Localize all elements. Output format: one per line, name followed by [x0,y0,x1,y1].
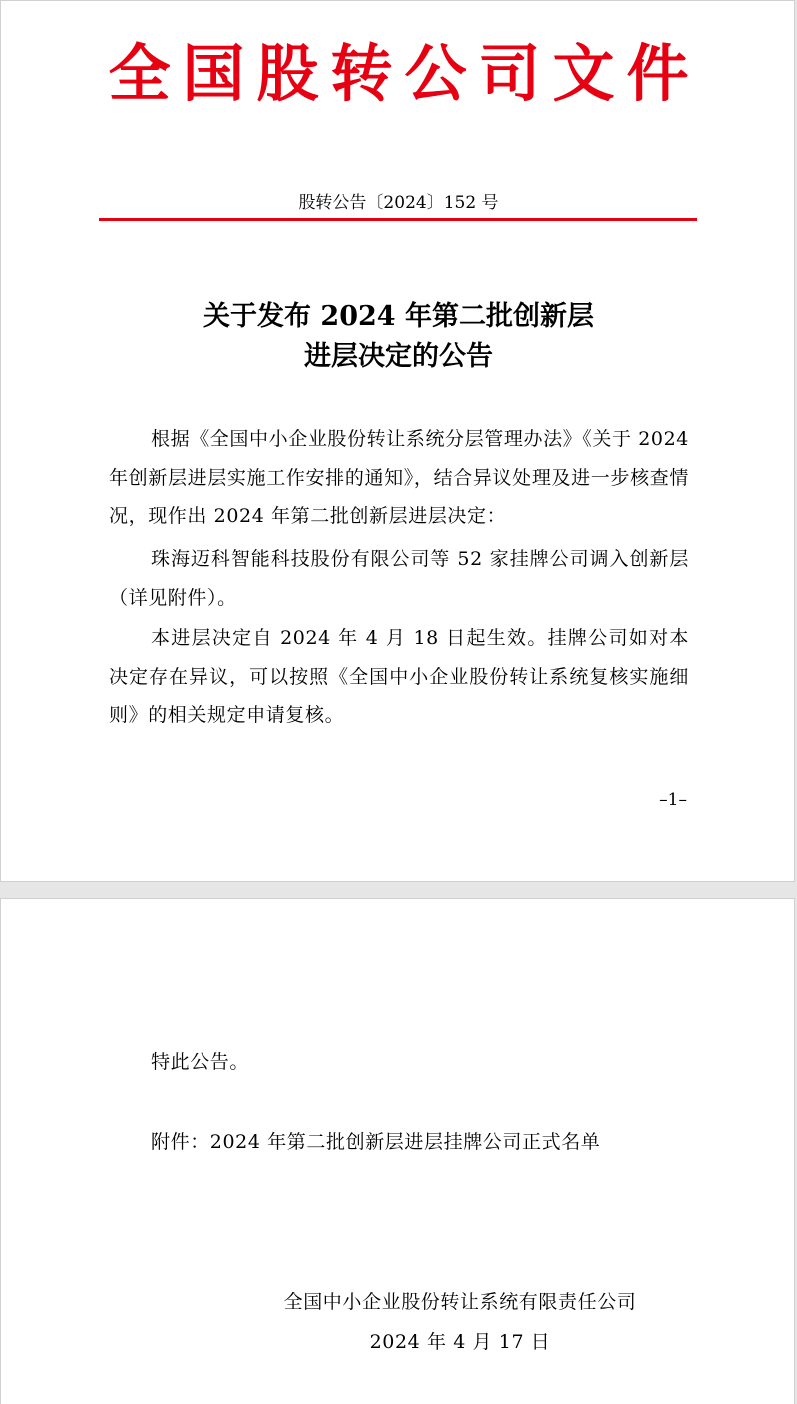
body-paragraph-decision: 珠海迈科智能科技股份有限公司等 52 家挂牌公司调入创新层（详见附件）。 [109,548,689,609]
page-number: –1– [659,790,687,810]
attachment-reference: 附件：2024 年第二批创新层进层挂牌公司正式名单 [151,1131,601,1153]
announcement-title-line-2: 进层决定的公告 [304,341,493,372]
document-number: 股转公告〔2024〕152 号 [298,193,499,213]
body-paragraph-effective-date: 本进层决定自 2024 年 4 月 18 日起生效。挂牌公司如对本决定存在异议，可以按照《全国中小企业股份转让系统复核实施细则》的相关规定申请复核。 [109,627,689,726]
announcement-title-line-1: 关于发布 2024 年第二批创新层 [203,301,594,332]
issue-date: 2024 年 4 月 17 日 [369,1331,551,1353]
body-paragraph-basis: 根据《全国中小企业股份转让系统分层管理办法》《关于 2024 年创新层进层实施工作安排的通知》，结合异议处理及进一步核查情况，现作出 2024 年第二批创新层进层决定： [109,428,689,527]
document-page-2 [0,898,795,1404]
red-divider-line [99,218,697,221]
closing-statement: 特此公告。 [151,1051,250,1073]
masthead-title: 全国股转公司文件 [108,37,701,110]
issuing-organization: 全国中小企业股份转让系统有限责任公司 [283,1291,637,1313]
